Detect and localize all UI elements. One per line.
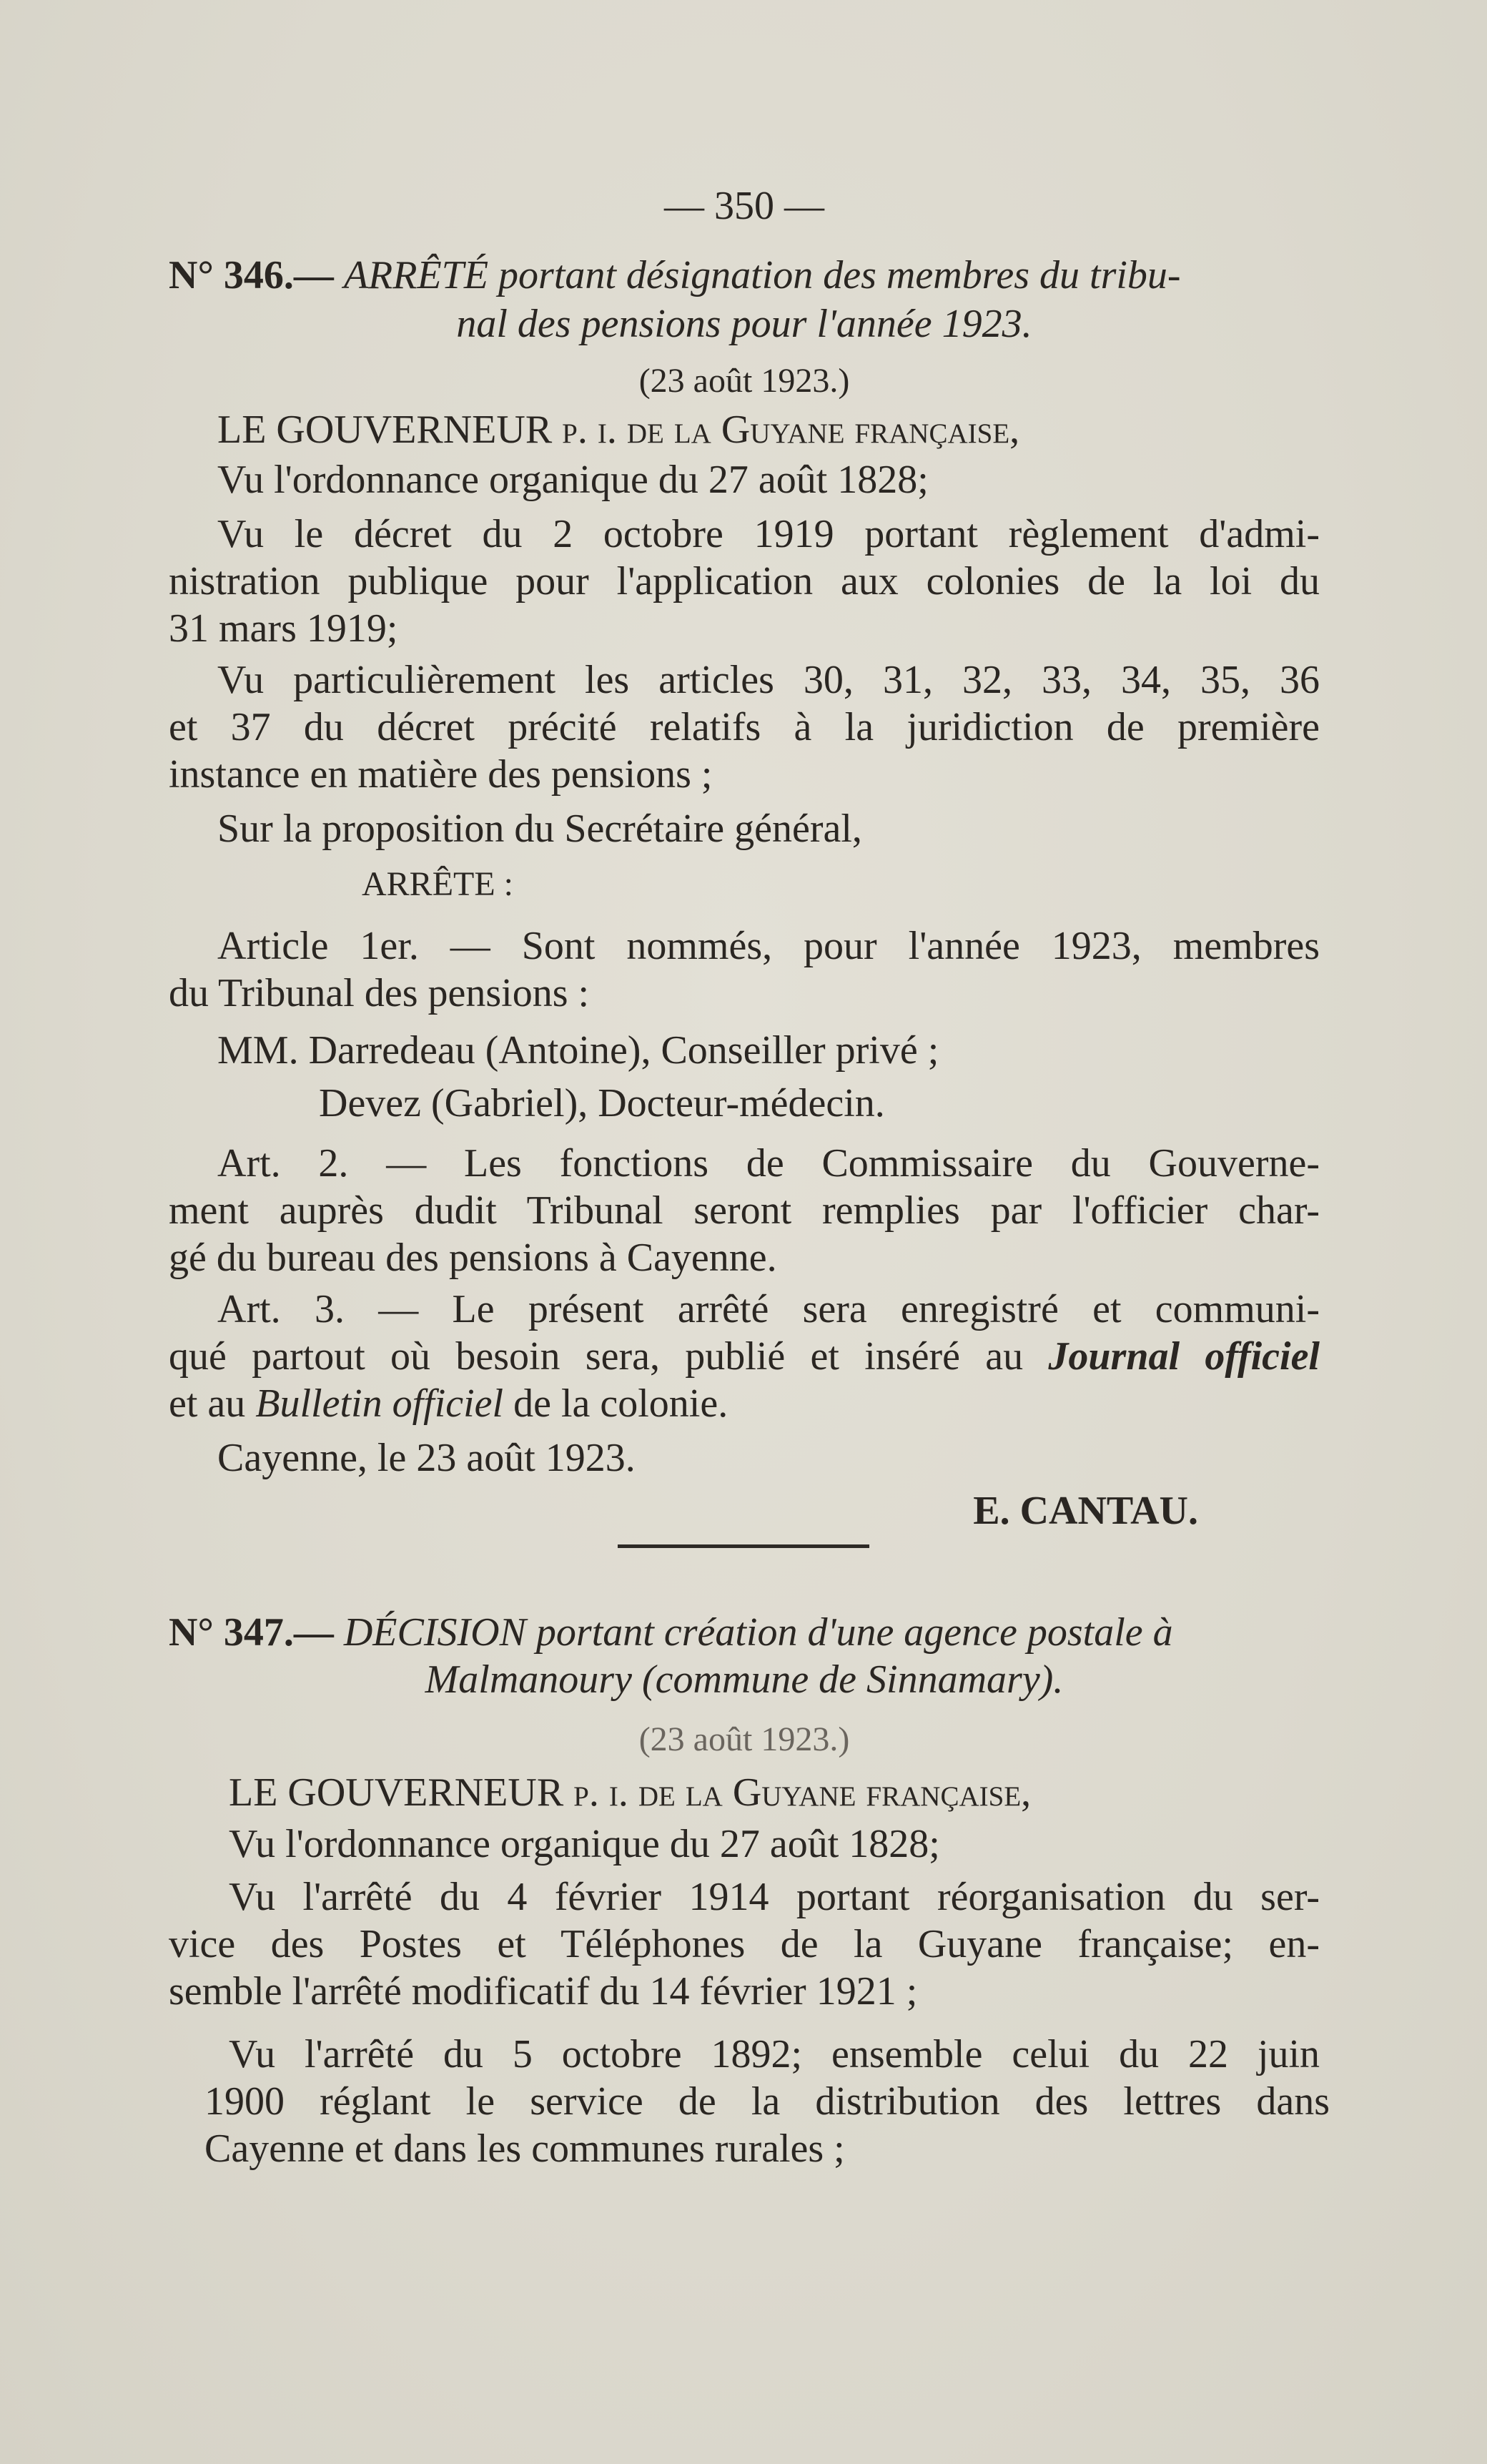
act-346-vu-2-line-2: nistration publique pour l'application aux colonies de la loi du	[169, 559, 1320, 603]
act-347-vu-3-line-3: Cayenne et dans les communes rurales ;	[204, 2127, 845, 2171]
act-346-date: (23 août 1923.)	[638, 362, 850, 400]
act-347-title-2: Malmanoury (commune de Sinnamary).	[425, 1657, 1064, 1702]
act-346-member-2: Devez (Gabriel), Docteur-médecin.	[319, 1081, 885, 1125]
act-346-member-1: MM. Darredeau (Antoine), Conseiller privé ;	[217, 1028, 939, 1073]
act-346-article-3-text-c: de la colonie.	[503, 1381, 728, 1426]
act-347-vu-1: Vu l'ordonnance organique du 27 août 1828;	[229, 1822, 940, 1866]
act-347-heading-line-1	[169, 1609, 1320, 1656]
page-number-text: — 350 —	[664, 184, 824, 228]
act-346-article-3-line-3	[169, 1380, 1320, 1427]
act-346-gouverneur-text: LE GOUVERNEUR p. i. de la Guyane française,	[217, 408, 1020, 452]
act-346-article-1-line-1: Article 1er. — Sont nommés, pour l'année 1923, membres	[217, 924, 1320, 968]
act-346-gouverneur	[169, 406, 1320, 453]
act-346-sur-proposition: Sur la proposition du Secrétaire général,	[217, 807, 862, 851]
act-346-title-2: nal des pensions pour l'année 1923.	[456, 302, 1032, 346]
act-346-number: N° 346.—	[169, 253, 334, 297]
act-346-article-2-line-2: ment auprès dudit Tribunal seront remplies par l'officier char-	[169, 1188, 1320, 1233]
act-347-vu-3-line-2: 1900 réglant le service de la distribution des lettres dans	[204, 2079, 1330, 2124]
act-347-vu-3-line-1: Vu l'arrêté du 5 octobre 1892; ensemble celui du 22 juin	[229, 2032, 1320, 2076]
act-346-vu-2-line-1: Vu le décret du 2 octobre 1919 portant règlement d'admi-	[217, 512, 1320, 556]
act-346-article-2-line-3: gé du bureau des pensions à Cayenne.	[169, 1236, 777, 1280]
act-346-article-3-line-1: Art. 3. — Le présent arrêté sera enregistré et communi-	[217, 1287, 1320, 1331]
act-347-vu-2-line-1: Vu l'arrêté du 4 février 1914 portant réorganisation du ser-	[229, 1875, 1320, 1919]
act-346-arrete: ARRÊTE :	[362, 865, 513, 903]
act-346-article-3-line-2	[169, 1333, 1320, 1380]
journal-officiel: Journal officiel	[1048, 1334, 1320, 1379]
act-346-vu-1: Vu l'ordonnance organique du 27 août 1828;	[217, 458, 929, 502]
act-346-article-1-line-2: du Tribunal des pensions :	[169, 971, 590, 1015]
section-divider	[618, 1544, 869, 1548]
act-346-article-3-text-a: qué partout où besoin sera, publié et inséré au	[169, 1334, 1049, 1379]
act-347-date: (23 août 1923.)	[638, 1720, 850, 1758]
act-346-title-1: ARRÊTÉ portant désignation des membres du tribu-	[343, 253, 1181, 297]
act-347-vu-2-line-3: semble l'arrêté modificatif du 14 février 1921 ;	[169, 1969, 918, 2014]
page-number	[169, 182, 1320, 230]
act-346-vu-2-line-3: 31 mars 1919;	[169, 606, 398, 651]
act-346-signature: E. CANTAU.	[973, 1489, 1198, 1533]
act-347-vu-2-line-2: vice des Postes et Téléphones de la Guyane française; en-	[169, 1922, 1320, 1966]
act-347-gouverneur-text: LE GOUVERNEUR p. i. de la Guyane française,	[229, 1770, 1032, 1815]
act-347-title-1: DÉCISION portant création d'une agence postale à	[343, 1610, 1173, 1655]
act-347-gouverneur	[169, 1769, 1320, 1816]
act-346-article-3-text-b: et au	[169, 1381, 256, 1426]
act-346-vu-3-line-1: Vu particulièrement les articles 30, 31, 32, 33, 34, 35, 36	[217, 658, 1320, 702]
act-346-heading-line-1	[169, 252, 1320, 299]
bulletin-officiel: Bulletin officiel	[255, 1381, 504, 1426]
act-347-number: N° 347.—	[169, 1610, 334, 1655]
act-346-vu-3-line-2: et 37 du décret précité relatifs à la juridiction de première	[169, 705, 1320, 749]
act-346-article-2-line-1: Art. 2. — Les fonctions de Commissaire du Gouverne-	[217, 1141, 1320, 1186]
act-346-closing: Cayenne, le 23 août 1923.	[217, 1436, 636, 1480]
act-346-vu-3-line-3: instance en matière des pensions ;	[169, 752, 713, 797]
